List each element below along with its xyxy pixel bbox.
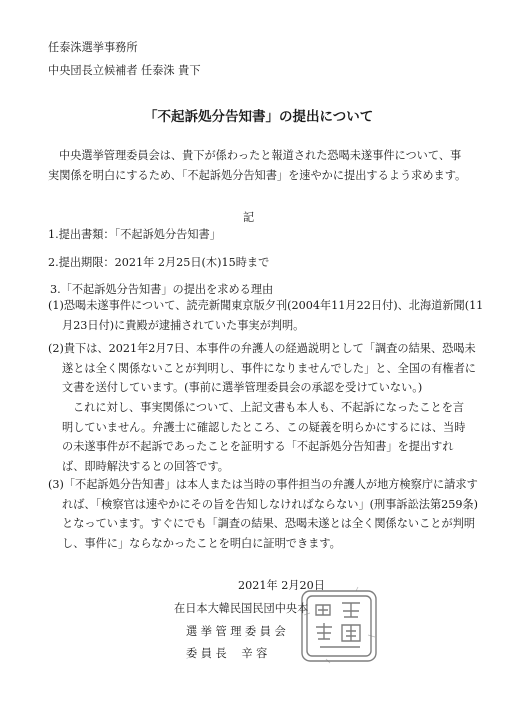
item-reason-heading: 3.「不起訴処分告知書」の提出を求める理由 — [50, 283, 274, 296]
official-seal-stamp — [296, 585, 382, 667]
signature-organization: 在日本大韓民国民団中央本 — [174, 602, 309, 615]
item-submission-document: 1.提出書類：「不起訴処分告知書」 — [48, 228, 221, 241]
reason-1: (1)恐喝未遂事件について、読売新聞東京版夕刊(2004年11月22日付)、北海道新聞(11月23日付)に貴殿が逮捕されていた事実が判明。 — [48, 299, 484, 332]
intro-paragraph: 中央選挙管理委員会は、貴下が係わったと報道された恐喝未遂事件について、事実関係を明白にするため、「不起訴処分告知書」を速やかに提出するよう求めます。 — [48, 149, 467, 182]
document-title: 「不起訴処分告知書」の提出について — [144, 109, 374, 125]
reason-2-part-b: これに対し、事実関係について、上記文書も本人も、不起訴になったことを言明していません。弁護士に確認したところ、この疑義を明らかにするには、当時の未遂事件が不起訴であったことを証明する「不起訴処分告知書」を提出すれば、即時解決するとの回答です。 — [62, 401, 466, 473]
reason-2-part-a: (2)貴下は、2021年2月7日、本事件の弁護人の経過説明として「調査の結果、恐喝未遂とは全く関係ないことが判明し、事件になりませんでした」と、全国の有権者に文書を送付しています。(事前に選挙管理委員会の承認を受けていない。) — [48, 342, 476, 394]
ki-heading: 記 — [243, 211, 255, 224]
reason-3: (3)「不起訴処分告知書」は本人または当時の事件担当の弁護人が地方検察庁に請求すれば、「検察官は速やかにその旨を告知しなければならない」(刑事訴訟法第259条)となっています。すぐにでも「調査の結果、恐喝未遂とは全く関係ないことが判明し、事件に」ならなかったことを明白に証明できます。 — [48, 478, 479, 550]
item-submission-deadline: 2.提出期限：2021年 2月25日(木)15時まで — [48, 256, 270, 269]
addressee-office: 任泰洙選挙事務所 — [48, 41, 138, 54]
signature-date: 2021年 2月20日 — [238, 579, 325, 592]
addressee-candidate: 中央団長立候補者 任泰洙 貴下 — [48, 64, 201, 77]
signature-committee: 選 挙 管 理 委 員 会 — [186, 625, 286, 638]
signature-chair: 委 員 長 辛 容 — [186, 647, 268, 660]
